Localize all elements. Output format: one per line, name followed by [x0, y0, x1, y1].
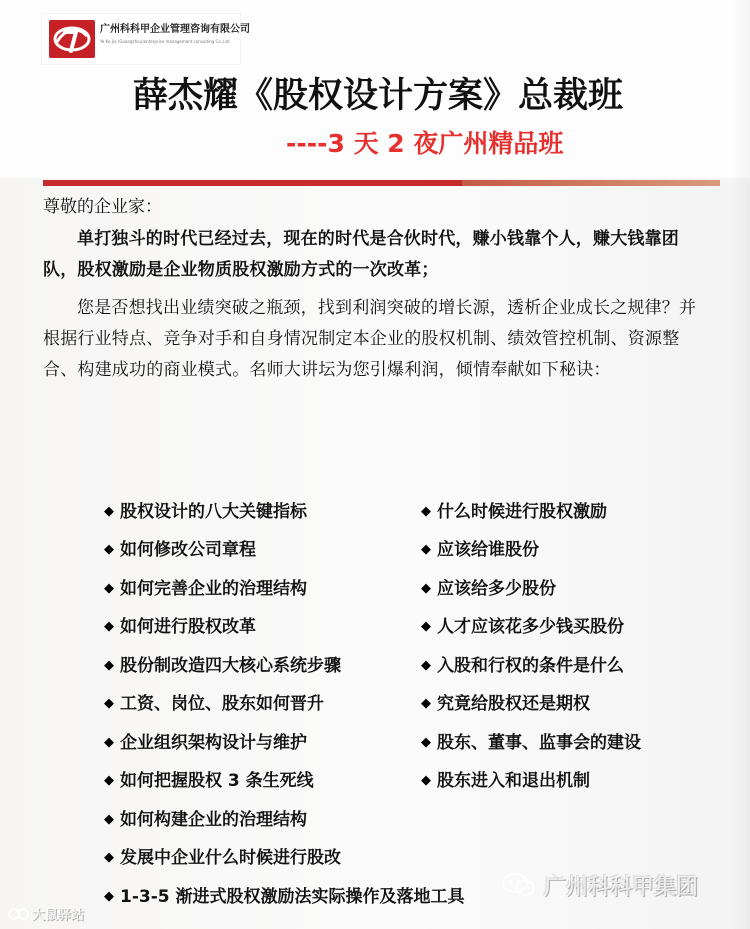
list-item [421, 731, 721, 757]
diamond-bullet-icon: ◆ [421, 735, 431, 750]
list-item-text: 究竟给股权还是期权 [437, 694, 590, 714]
list-item-text: 如何修改公司章程 [120, 540, 256, 560]
list-item-text: 如何构建企业的治理结构 [120, 810, 307, 830]
course-title: 薛杰耀《股权设计方案》总裁班 [132, 76, 623, 116]
introduction-section [43, 195, 707, 386]
list-item [104, 692, 424, 718]
list-item-text: 发展中企业什么时候进行股改 [120, 848, 341, 868]
introduction-paragraph-1: 单打独斗的时代已经过去，现在的时代是合伙时代，赚小钱靠个人，赚大钱靠团队，股权激励是企业物质股权激励方式的一次改革； [43, 229, 679, 280]
list-item-text: 股份制改造四大核心系统步骤 [120, 656, 341, 676]
diamond-bullet-icon: ◆ [104, 850, 114, 865]
list-item-text: 股东进入和退出机制 [437, 771, 590, 791]
platform-watermark [8, 904, 112, 928]
title-divider-red [43, 180, 462, 186]
wechat-icon [500, 870, 538, 900]
list-item [421, 615, 721, 641]
diamond-bullet-icon: ◆ [104, 735, 114, 750]
list-item-text: 如何把握股权 3 条生死线 [120, 771, 314, 791]
list-item [104, 769, 424, 795]
list-item-text: 什么时候进行股权激励 [437, 502, 607, 522]
list-item-text: 如何完善企业的治理结构 [120, 579, 307, 599]
list-item-text: 股权设计的八大关键指标 [120, 502, 307, 522]
list-item-text: 入股和行权的条件是什么 [437, 656, 624, 676]
diamond-bullet-icon: ◆ [421, 658, 431, 673]
diamond-bullet-icon: ◆ [421, 504, 431, 519]
platform-logo-icon [8, 906, 30, 922]
list-item [421, 769, 721, 795]
list-item [104, 846, 424, 872]
page-edge-shadow [732, 0, 750, 929]
list-item [421, 500, 721, 526]
diamond-bullet-icon: ◆ [421, 581, 431, 596]
list-item-text: 1-3-5 渐进式股权激励法实际操作及落地工具 [120, 887, 465, 907]
list-item [104, 731, 424, 757]
company-name [100, 24, 250, 56]
diamond-bullet-icon: ◆ [421, 773, 431, 788]
list-item [104, 577, 424, 603]
company-logo-icon [48, 19, 96, 59]
list-item [104, 538, 424, 564]
diamond-bullet-icon: ◆ [104, 504, 114, 519]
list-item-text: 应该给谁股份 [437, 540, 539, 560]
diamond-bullet-icon: ◆ [104, 581, 114, 596]
diamond-bullet-icon: ◆ [421, 619, 431, 634]
diamond-bullet-icon: ◆ [104, 889, 114, 904]
course-secrets-list [104, 500, 724, 920]
diamond-bullet-icon: ◆ [104, 619, 114, 634]
diamond-bullet-icon: ◆ [104, 773, 114, 788]
list-item-text: 工资、岗位、股东如何晋升 [120, 694, 324, 714]
diamond-bullet-icon: ◆ [104, 812, 114, 827]
list-item [421, 692, 721, 718]
diamond-bullet-icon: ◆ [104, 696, 114, 711]
title-divider-orange [462, 180, 720, 186]
list-item [104, 615, 424, 641]
diamond-bullet-icon: ◆ [104, 542, 114, 557]
diamond-bullet-icon: ◆ [421, 696, 431, 711]
list-item [421, 654, 721, 680]
list-item-text: 股东、董事、监事会的建设 [437, 733, 641, 753]
list-item-text: 如何进行股权改革 [120, 617, 256, 637]
list-item [104, 808, 424, 834]
greeting-text: 尊敬的企业家： [43, 197, 162, 217]
list-item [421, 538, 721, 564]
list-item-text: 企业组织架构设计与维护 [120, 733, 307, 753]
list-item-text: 人才应该花多少钱买股份 [437, 617, 624, 637]
list-item [104, 500, 424, 526]
introduction-paragraph-2: 您是否想找出业绩突破之瓶颈，找到利润突破的增长源，透析企业成长之规律？并根据行业特点、竞争对手和自身情况制定本企业的股权机制、绩效管控机制、资源整合、构建成功的商业模式。名师大讲坛为您引爆利润，倾情奉献如下秘诀： [43, 298, 697, 380]
diamond-bullet-icon: ◆ [104, 658, 114, 673]
wechat-watermark-text: 广州科科甲集团 [544, 875, 699, 900]
company-name-cn: 广州科科甲企业管理咨询有限公司 [100, 24, 250, 35]
company-logo [42, 14, 250, 64]
course-subtitle: ----3 天 2 夜广州精品班 [286, 129, 564, 158]
platform-watermark-text: 大鼠驿站 [32, 908, 85, 923]
diamond-bullet-icon: ◆ [421, 542, 431, 557]
list-item-text: 应该给多少股份 [437, 579, 556, 599]
wechat-watermark [500, 870, 732, 906]
list-item [421, 577, 721, 603]
list-item [104, 654, 424, 680]
company-name-en: Ye Ke Jia (Guangzhou)enterprise management consulting Co.,Ltd [100, 39, 230, 44]
